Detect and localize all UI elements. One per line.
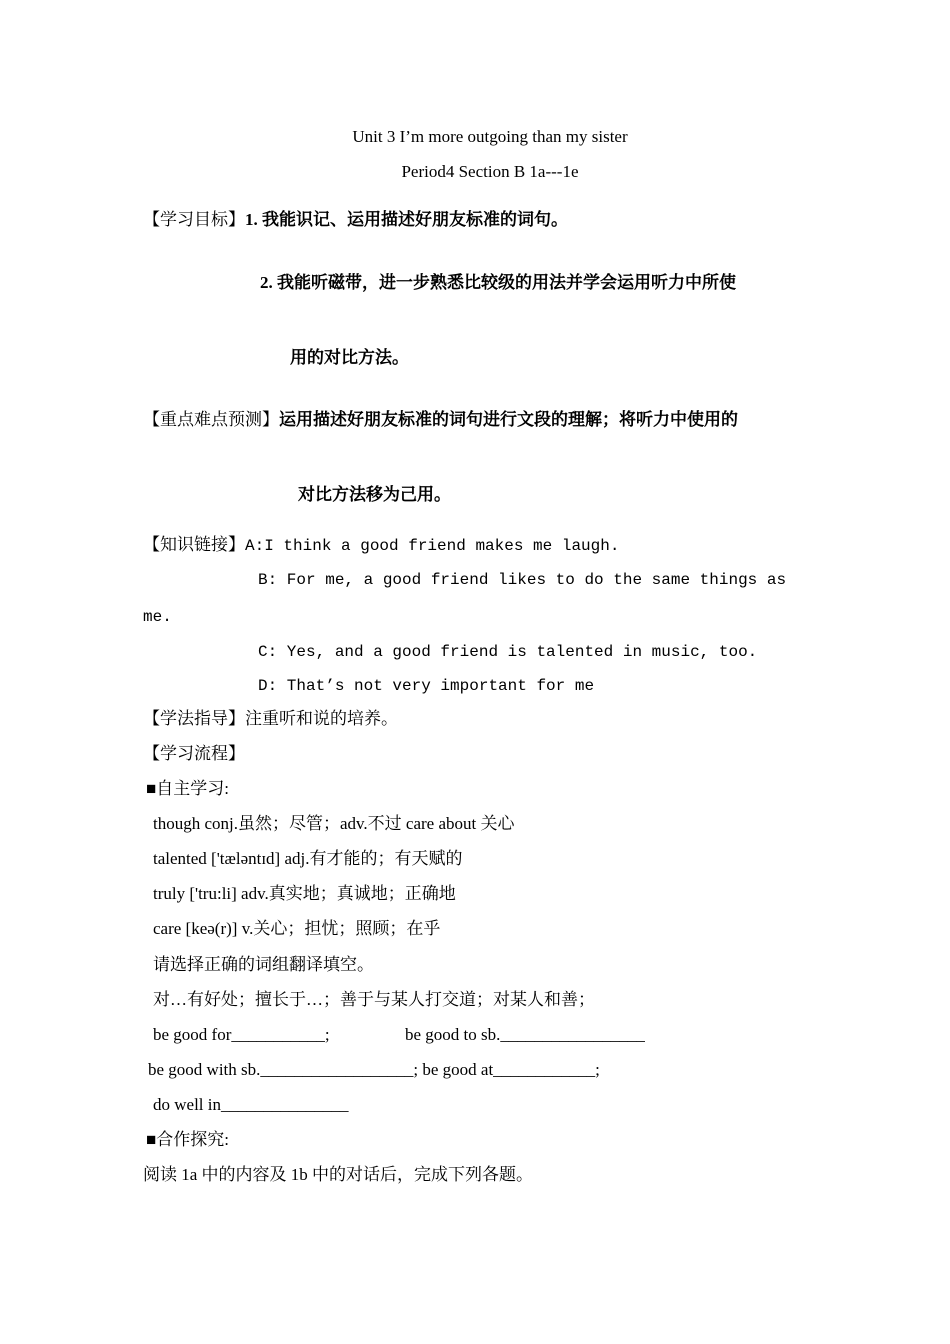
exercise-options: 对…有好处；擅长于…；善于与某人打交道；对某人和善； [153, 990, 595, 1009]
key-points-label: 【重点难点预测】 [143, 410, 279, 429]
self-study-label: ■自主学习: [146, 779, 229, 798]
objectives-label: 【学习目标】 [143, 210, 245, 229]
objectives-item-1: 1. 我能识记、运用描述好朋友标准的词句。 [245, 210, 568, 229]
exercise-blank-good-with: be good with sb.__________________; be good at____________; [148, 1060, 600, 1079]
document-subtitle: Period4 Section B 1a---1e [401, 162, 579, 181]
objectives-item-2-line-2: 用的对比方法。 [290, 348, 409, 367]
key-points-line-1: 运用描述好朋友标准的词句进行文段的理解；将听力中使用的 [279, 410, 738, 429]
vocab-item: care [keə(r)] v.关心；担忧；照顾；在乎 [153, 919, 441, 938]
exercise-instruction: 请选择正确的词组翻译填空。 [153, 955, 374, 974]
method-text: 注重听和说的培养。 [245, 709, 398, 728]
document-title: Unit 3 I’m more outgoing than my sister [352, 127, 628, 146]
key-points-line-2: 对比方法移为己用。 [298, 485, 451, 504]
exercise-blank-good-for: be good for___________; [153, 1025, 330, 1044]
knowledge-link-row [143, 534, 619, 557]
dialogue-line-a: A:I think a good friend makes me laugh. [245, 537, 620, 555]
cooperation-label: ■合作探究: [146, 1130, 229, 1149]
vocab-item: truly ['tru:li] adv.真实地；真诚地；正确地 [153, 884, 456, 903]
method-row [143, 708, 398, 730]
exercise-blank-good-to: be good to sb._________________ [405, 1025, 645, 1044]
method-label: 【学法指导】 [143, 709, 245, 728]
exercise-blank-do-well-in: do well in_______________ [153, 1095, 349, 1114]
vocab-item: though conj.虽然；尽管；adv.不过 care about 关心 [153, 814, 515, 833]
process-label: 【学习流程】 [143, 744, 245, 763]
key-points-row [143, 409, 738, 431]
objectives-row [143, 209, 568, 231]
dialogue-line-b-wrap: me. [143, 608, 172, 626]
knowledge-link-label: 【知识链接】 [143, 535, 245, 554]
dialogue-line-c: C: Yes, and a good friend is talented in music, too. [258, 643, 758, 661]
dialogue-line-d: D: That’s not very important for me [258, 677, 595, 695]
cooperation-text: 阅读 1a 中的内容及 1b 中的对话后，完成下列各题。 [143, 1165, 534, 1184]
objectives-item-2-line-1: 2. 我能听磁带，进一步熟悉比较级的用法并学会运用听力中所使 [260, 273, 736, 292]
dialogue-line-b: B: For me, a good friend likes to do the same things as [258, 571, 787, 589]
vocab-item: talented ['tæləntɪd] adj.有才能的；有天赋的 [153, 849, 463, 868]
